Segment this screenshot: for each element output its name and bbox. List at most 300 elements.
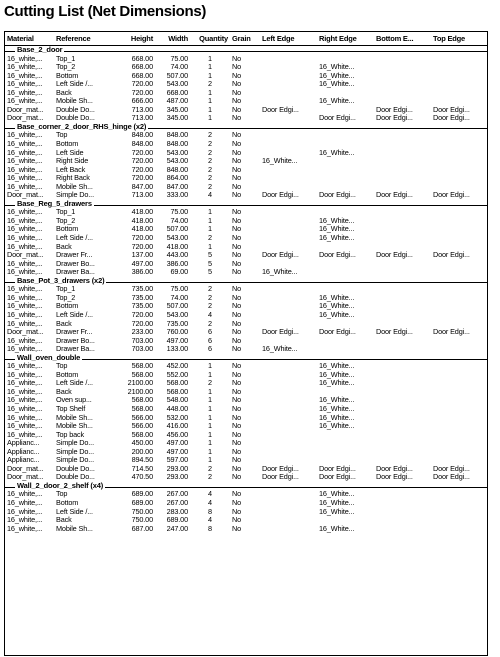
cell-bottom-edge: Door Edgi... [376, 473, 413, 482]
cell-left-edge [260, 422, 317, 431]
cell-width: 848.00 [166, 131, 188, 140]
table-row[interactable] [5, 473, 487, 482]
cell-bottom-edge [374, 388, 431, 397]
cell-reference: Back [56, 242, 72, 251]
cell-right-edge [317, 439, 374, 448]
cell-bottom-edge [374, 456, 431, 465]
cell-quantity: 5 [208, 259, 212, 268]
table-row[interactable] [5, 422, 487, 431]
cell-height: 720.00 [131, 242, 153, 251]
cell-width: 443.00 [166, 251, 188, 260]
cell-quantity: 4 [208, 490, 212, 499]
cell-width: 507.00 [166, 225, 188, 234]
table-row[interactable] [5, 208, 487, 217]
cell-grain: No [232, 140, 242, 149]
cell-bottom-edge [374, 422, 431, 431]
cell-height: 666.00 [131, 97, 153, 106]
cell-quantity: 1 [208, 97, 212, 106]
cell-right-edge [317, 89, 374, 98]
cell-grain: No [232, 498, 242, 507]
cell-top-edge [431, 225, 487, 234]
cell-material: 16_white,... [7, 131, 43, 140]
cell-grain: No [232, 430, 242, 439]
cell-material: 16_white,... [7, 157, 43, 166]
cell-right-edge: 16_White... [319, 71, 355, 80]
cell-grain: No [232, 379, 242, 388]
cell-material: Door_mat... [7, 328, 44, 337]
table-row[interactable] [5, 294, 487, 303]
cell-width: 543.00 [166, 310, 188, 319]
table-row[interactable] [5, 414, 487, 423]
cell-width: 293.00 [166, 464, 188, 473]
table-row[interactable] [5, 106, 487, 115]
table-row[interactable] [5, 225, 487, 234]
cell-quantity: 1 [208, 362, 212, 371]
cell-top-edge [431, 166, 487, 175]
column-header-quantity[interactable]: Quantity [199, 34, 228, 43]
cell-quantity: 2 [208, 131, 212, 140]
cell-material: 16_white,... [7, 71, 43, 80]
group-header-row [5, 123, 487, 132]
cell-height: 735.00 [131, 293, 153, 302]
cell-width: 848.00 [166, 140, 188, 149]
cell-width: 497.00 [166, 439, 188, 448]
cell-material: 16_white,... [7, 63, 43, 72]
cell-right-edge: 16_White... [319, 302, 355, 311]
cell-right-edge: 16_White... [319, 216, 355, 225]
cell-left-edge: Door Edgi... [262, 251, 299, 260]
cell-height: 668.00 [131, 71, 153, 80]
cell-bottom-edge [374, 320, 431, 329]
cell-right-edge [317, 268, 374, 277]
cell-quantity: 1 [208, 242, 212, 251]
cell-height: 687.00 [131, 524, 153, 533]
cell-quantity: 6 [208, 328, 212, 337]
cell-reference: Drawer Fr... [56, 328, 93, 337]
cell-top-edge [431, 490, 487, 499]
cell-left-edge [260, 166, 317, 175]
table-row[interactable] [5, 337, 487, 346]
cell-material: 16_white,... [7, 379, 43, 388]
table-row[interactable] [5, 89, 487, 98]
table-row[interactable] [5, 328, 487, 337]
cell-width: 74.00 [170, 293, 188, 302]
cell-quantity: 5 [208, 251, 212, 260]
cell-right-edge: 16_White... [319, 80, 355, 89]
cell-grain: No [232, 507, 242, 516]
column-header-top-edge[interactable]: Top Edge [433, 34, 466, 43]
cell-left-edge: 16_White... [262, 157, 298, 166]
table-row[interactable] [5, 302, 487, 311]
cell-material: 16_white,... [7, 97, 43, 106]
cell-right-edge [317, 183, 374, 192]
cell-bottom-edge [374, 405, 431, 414]
cell-width: 452.00 [166, 362, 188, 371]
cutting-list-table [5, 32, 487, 533]
cell-left-edge [260, 131, 317, 140]
table-row[interactable] [5, 131, 487, 140]
cell-height: 720.00 [131, 165, 153, 174]
table-row[interactable] [5, 499, 487, 508]
table-row[interactable] [5, 251, 487, 260]
table-row[interactable] [5, 525, 487, 534]
cell-quantity: 1 [208, 456, 212, 465]
cell-right-edge [317, 388, 374, 397]
cell-quantity: 2 [208, 285, 212, 294]
cell-top-edge [431, 345, 487, 354]
cell-reference: Left Back [56, 165, 86, 174]
cell-width: 283.00 [166, 507, 188, 516]
table-row[interactable] [5, 149, 487, 158]
cell-right-edge [317, 285, 374, 294]
cell-material: Door_mat... [7, 464, 44, 473]
cell-bottom-edge [374, 499, 431, 508]
cell-left-edge [260, 499, 317, 508]
cell-bottom-edge [374, 80, 431, 89]
cell-reference: Top_2 [56, 293, 76, 302]
table-row[interactable] [5, 191, 487, 200]
column-header-left-edge[interactable]: Left Edge [262, 34, 295, 43]
cell-left-edge [260, 294, 317, 303]
table-row[interactable] [5, 234, 487, 243]
cell-bottom-edge [374, 157, 431, 166]
cell-reference: Bottom [56, 71, 79, 80]
cell-top-edge: Door Edgi... [433, 191, 470, 200]
cell-width: 133.00 [166, 345, 188, 354]
group-name: Base_Pot_3_drawers (x2) [17, 276, 105, 285]
cell-material: 16_white,... [7, 413, 43, 422]
cell-grain: No [232, 225, 242, 234]
cell-left-edge [260, 414, 317, 423]
cell-material: 16_white,... [7, 319, 43, 328]
cell-reference: Top Shelf [56, 404, 86, 413]
cell-top-edge [431, 422, 487, 431]
cell-quantity: 4 [208, 498, 212, 507]
cell-material: 16_white,... [7, 404, 43, 413]
cell-reference: Top_1 [56, 285, 76, 294]
cell-quantity: 1 [208, 396, 212, 405]
cell-reference: Double Do... [56, 105, 95, 114]
cell-bottom-edge [374, 260, 431, 269]
cell-grain: No [232, 524, 242, 533]
table-row[interactable] [5, 405, 487, 414]
column-header-material[interactable]: Material [7, 34, 34, 43]
cell-width: 75.00 [170, 208, 188, 217]
cell-height: 720.00 [131, 148, 153, 157]
cell-top-edge [431, 337, 487, 346]
table-row[interactable] [5, 217, 487, 226]
cell-left-edge [260, 388, 317, 397]
table-row[interactable] [5, 508, 487, 517]
cell-grain: No [232, 216, 242, 225]
cell-bottom-edge [374, 396, 431, 405]
cell-reference: Double Do... [56, 464, 95, 473]
cell-height: 703.00 [131, 345, 153, 354]
cell-bottom-edge [374, 371, 431, 380]
cell-width: 497.00 [166, 336, 188, 345]
cell-reference: Bottom [56, 140, 79, 149]
cell-quantity: 1 [208, 114, 212, 123]
cell-height: 450.00 [131, 439, 153, 448]
table-row[interactable] [5, 63, 487, 72]
cell-height: 703.00 [131, 336, 153, 345]
cell-right-edge [317, 55, 374, 64]
table-row[interactable] [5, 174, 487, 183]
table-row[interactable] [5, 456, 487, 465]
column-header-right-edge[interactable]: Right Edge [319, 34, 357, 43]
cell-material: 16_white,... [7, 54, 43, 63]
cell-grain: No [232, 63, 242, 72]
table-row[interactable] [5, 396, 487, 405]
cell-left-edge [260, 490, 317, 499]
cell-bottom-edge [374, 208, 431, 217]
table-row[interactable] [5, 448, 487, 457]
cell-material: 16_white,... [7, 516, 43, 525]
cell-reference: Top [56, 131, 68, 140]
table-row[interactable] [5, 166, 487, 175]
cell-bottom-edge [374, 362, 431, 371]
cell-height: 470.50 [131, 473, 153, 482]
group-header-row [5, 277, 487, 286]
column-header-bottom-edge[interactable]: Bottom E... [376, 34, 414, 43]
group-name: Base_2_door [17, 45, 63, 54]
cell-right-edge: 16_White... [319, 293, 355, 302]
cell-height: 566.00 [131, 413, 153, 422]
cell-material: 16_white,... [7, 490, 43, 499]
cell-top-edge: Door Edgi... [433, 464, 470, 473]
table-row[interactable] [5, 260, 487, 269]
table-row[interactable] [5, 362, 487, 371]
cell-width: 543.00 [166, 157, 188, 166]
cell-reference: Mobile Sh... [56, 524, 93, 533]
table-row[interactable] [5, 379, 487, 388]
cell-width: 848.00 [166, 165, 188, 174]
cell-top-edge [431, 320, 487, 329]
cell-material: 16_white,... [7, 234, 43, 243]
cell-height: 720.00 [131, 80, 153, 89]
cell-top-edge [431, 140, 487, 149]
cell-reference: Top [56, 362, 68, 371]
cell-top-edge [431, 234, 487, 243]
cell-material: Applianc... [7, 439, 40, 448]
cell-grain: No [232, 131, 242, 140]
cell-height: 894.50 [131, 456, 153, 465]
cell-left-edge [260, 525, 317, 534]
cell-reference: Top_1 [56, 208, 76, 217]
cell-height: 137.00 [131, 251, 153, 260]
cell-width: 456.00 [166, 430, 188, 439]
cell-quantity: 2 [208, 319, 212, 328]
column-header-reference[interactable]: Reference [56, 34, 91, 43]
cell-quantity: 2 [208, 473, 212, 482]
cell-reference: Mobile Sh... [56, 97, 93, 106]
cell-grain: No [232, 319, 242, 328]
cell-left-edge [260, 140, 317, 149]
cell-width: 74.00 [170, 216, 188, 225]
cell-material: 16_white,... [7, 259, 43, 268]
cell-reference: Left Side [56, 148, 84, 157]
cell-material: 16_white,... [7, 225, 43, 234]
cell-quantity: 1 [208, 88, 212, 97]
cell-material: 16_white,... [7, 498, 43, 507]
table-row[interactable] [5, 72, 487, 81]
cell-bottom-edge: Door Edgi... [376, 114, 413, 123]
cell-grain: No [232, 310, 242, 319]
cell-right-edge: 16_White... [319, 97, 355, 106]
table-row[interactable] [5, 97, 487, 106]
table-row[interactable] [5, 157, 487, 166]
cell-quantity: 2 [208, 464, 212, 473]
cell-top-edge [431, 149, 487, 158]
cell-top-edge [431, 131, 487, 140]
cell-height: 689.00 [131, 498, 153, 507]
column-header-height[interactable]: Height [130, 34, 153, 43]
group-name: Base_Reg_5_drawers [17, 199, 92, 208]
cell-quantity: 4 [208, 191, 212, 200]
cell-left-edge [260, 260, 317, 269]
cell-material: 16_white,... [7, 88, 43, 97]
cell-reference: Simple Do... [56, 439, 94, 448]
cell-material: Door_mat... [7, 105, 44, 114]
cell-material: 16_white,... [7, 182, 43, 191]
cell-grain: No [232, 259, 242, 268]
cell-material: 16_white,... [7, 345, 43, 354]
cell-grain: No [232, 174, 242, 183]
cell-reference: Drawer Ba... [56, 345, 95, 354]
table-row[interactable] [5, 490, 487, 499]
cell-width: 543.00 [166, 148, 188, 157]
table-row[interactable] [5, 114, 487, 123]
cell-left-edge [260, 337, 317, 346]
table-row[interactable] [5, 388, 487, 397]
table-row[interactable] [5, 285, 487, 294]
group-header-cell [5, 123, 487, 132]
cell-left-edge [260, 431, 317, 440]
cell-quantity: 2 [208, 379, 212, 388]
cell-right-edge: 16_White... [319, 498, 355, 507]
cell-bottom-edge [374, 174, 431, 183]
cell-material: Applianc... [7, 447, 40, 456]
cell-left-edge [260, 234, 317, 243]
cell-material: Door_mat... [7, 473, 44, 482]
cell-left-edge [260, 114, 317, 123]
cell-width: 267.00 [166, 490, 188, 499]
cell-height: 720.00 [131, 319, 153, 328]
cell-reference: Mobile Sh... [56, 422, 93, 431]
table-row[interactable] [5, 345, 487, 354]
cell-right-edge: 16_White... [319, 396, 355, 405]
cell-grain: No [232, 439, 242, 448]
cell-width: 75.00 [170, 285, 188, 294]
cell-quantity: 1 [208, 387, 212, 396]
cell-grain: No [232, 242, 242, 251]
cell-left-edge [260, 396, 317, 405]
group-header-row [5, 46, 487, 55]
table-row[interactable] [5, 431, 487, 440]
cell-grain: No [232, 97, 242, 106]
cell-material: 16_white,... [7, 216, 43, 225]
group-header-cell [5, 46, 487, 55]
cell-left-edge [260, 97, 317, 106]
cell-material: 16_white,... [7, 430, 43, 439]
cell-quantity: 1 [208, 63, 212, 72]
cell-bottom-edge [374, 217, 431, 226]
cell-width: 448.00 [166, 404, 188, 413]
cell-reference: Bottom [56, 302, 79, 311]
group-header-row [5, 482, 487, 491]
cell-right-edge [317, 131, 374, 140]
cell-top-edge [431, 405, 487, 414]
cell-bottom-edge [374, 72, 431, 81]
cell-right-edge [317, 174, 374, 183]
cell-left-edge [260, 439, 317, 448]
cell-height: 689.00 [131, 490, 153, 499]
cell-height: 713.00 [131, 114, 153, 123]
table-row[interactable] [5, 311, 487, 320]
cell-left-edge [260, 371, 317, 380]
cell-top-edge [431, 362, 487, 371]
cell-height: 386.00 [131, 268, 153, 277]
cell-grain: No [232, 413, 242, 422]
cell-right-edge: Door Edgi... [319, 328, 356, 337]
cell-height: 848.00 [131, 131, 153, 140]
cell-top-edge [431, 63, 487, 72]
cell-width: 418.00 [166, 242, 188, 251]
column-header-grain[interactable]: Grain [232, 34, 251, 43]
table-row[interactable] [5, 183, 487, 192]
table-row[interactable] [5, 439, 487, 448]
table-row[interactable] [5, 243, 487, 252]
cell-quantity: 2 [208, 302, 212, 311]
table-row[interactable] [5, 371, 487, 380]
cell-material: 16_white,... [7, 302, 43, 311]
column-header-width[interactable]: Width [168, 34, 188, 43]
cell-height: 720.00 [131, 157, 153, 166]
table-row[interactable] [5, 268, 487, 277]
cell-grain: No [232, 490, 242, 499]
cell-right-edge [317, 106, 374, 115]
cell-left-edge [260, 508, 317, 517]
cell-left-edge [260, 448, 317, 457]
cell-height: 720.00 [131, 310, 153, 319]
cell-grain: No [232, 336, 242, 345]
cell-bottom-edge [374, 379, 431, 388]
table-row[interactable] [5, 140, 487, 149]
cell-bottom-edge: Door Edgi... [376, 251, 413, 260]
cell-right-edge: Door Edgi... [319, 191, 356, 200]
cell-right-edge: 16_White... [319, 507, 355, 516]
cell-height: 497.00 [131, 259, 153, 268]
table-row[interactable] [5, 80, 487, 89]
table-row[interactable] [5, 320, 487, 329]
cell-bottom-edge [374, 516, 431, 525]
cell-material: 16_white,... [7, 310, 43, 319]
cell-top-edge [431, 388, 487, 397]
cell-height: 233.00 [131, 328, 153, 337]
cell-quantity: 1 [208, 370, 212, 379]
cell-top-edge: Door Edgi... [433, 105, 470, 114]
cell-quantity: 2 [208, 234, 212, 243]
cell-quantity: 1 [208, 404, 212, 413]
table-row[interactable] [5, 465, 487, 474]
cell-top-edge [431, 268, 487, 277]
cell-left-edge [260, 516, 317, 525]
table-row[interactable] [5, 516, 487, 525]
cell-top-edge [431, 371, 487, 380]
group-header-cell [5, 354, 487, 363]
cell-bottom-edge [374, 166, 431, 175]
table-row[interactable] [5, 55, 487, 64]
